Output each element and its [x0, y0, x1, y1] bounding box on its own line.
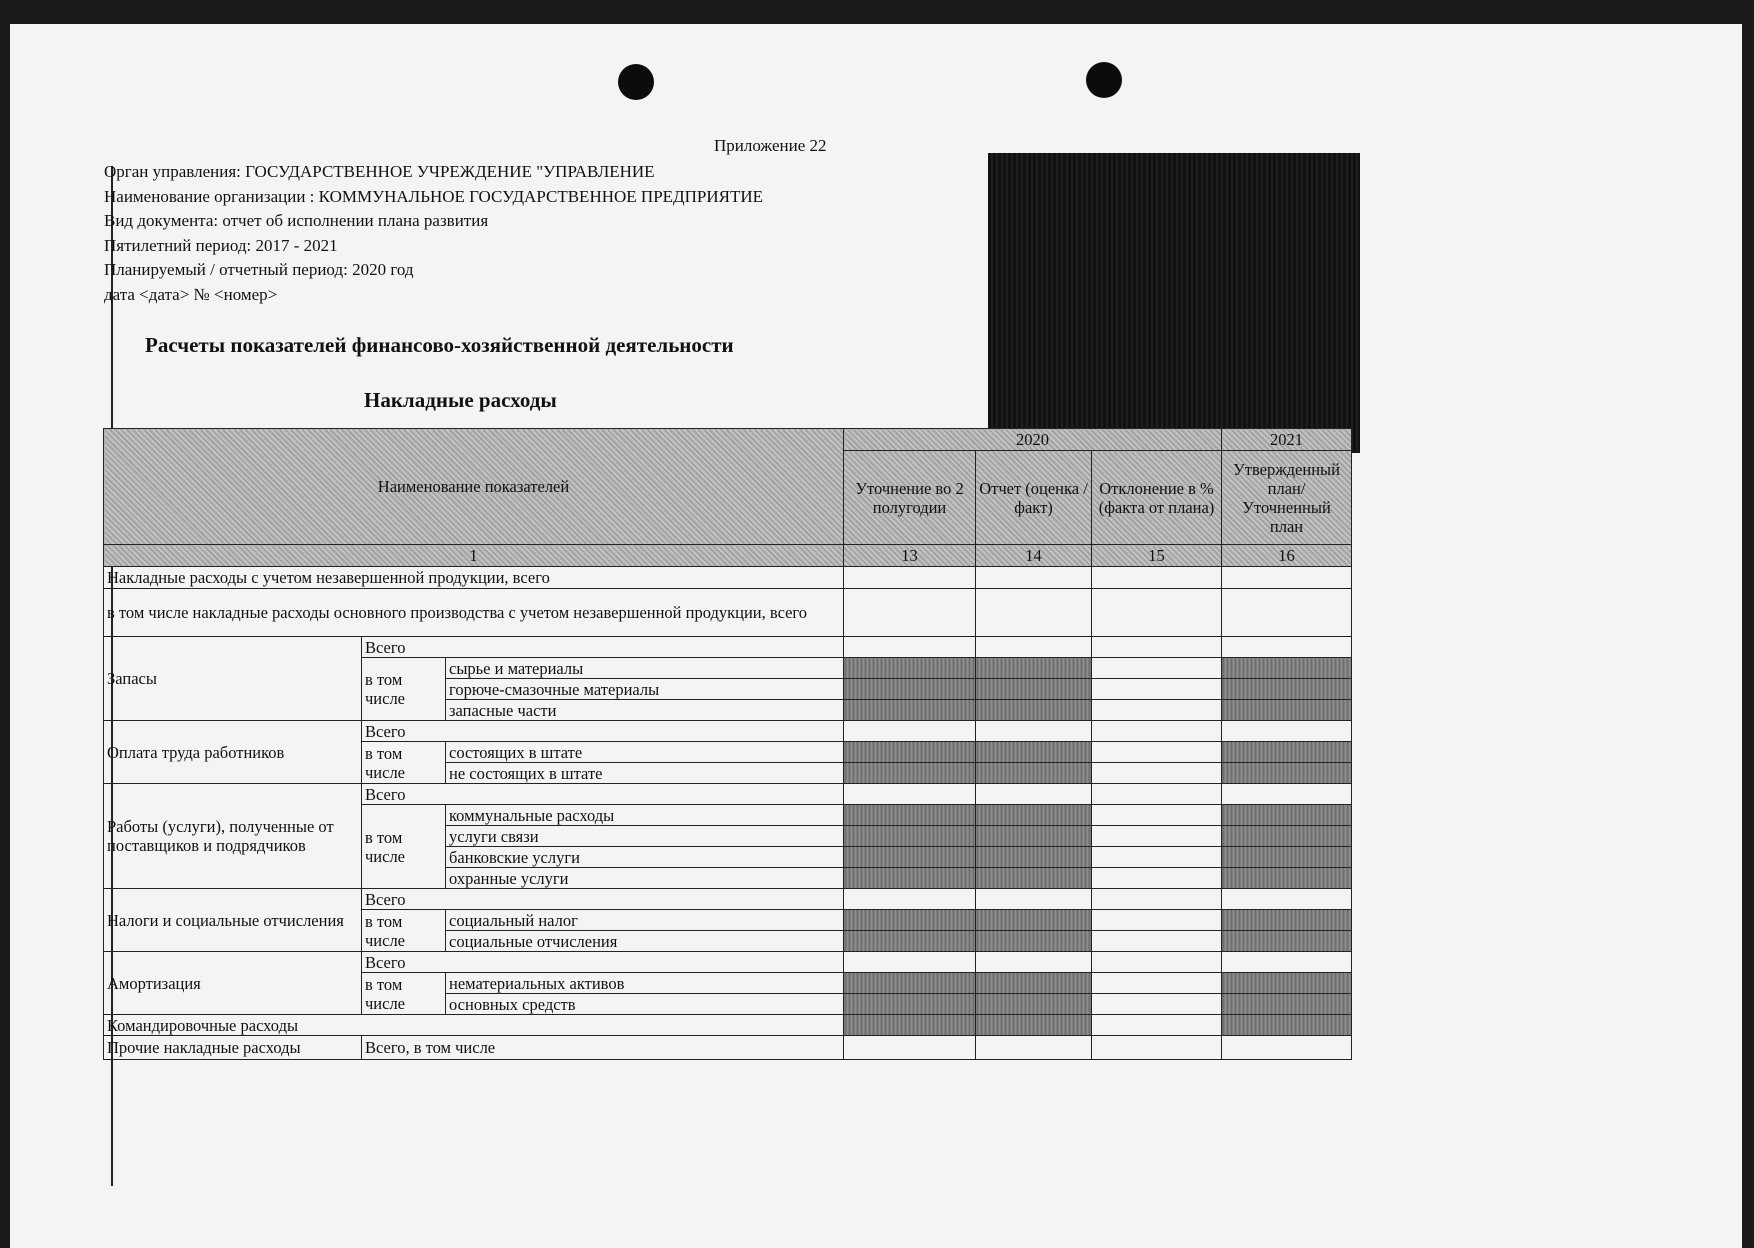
- table-row: [104, 567, 1352, 589]
- meta-line-doc-type: Вид документа: отчет об исполнении плана развития: [104, 211, 489, 231]
- document-title: Расчеты показателей финансово-хозяйственной деятельности: [145, 333, 734, 357]
- group-label-inventory: Запасы: [104, 637, 362, 721]
- redacted-block: [988, 153, 1360, 453]
- col-number-15: 15: [1092, 545, 1222, 567]
- table-row: [104, 784, 1352, 805]
- meta-line-report-period: Планируемый / отчетный период: 2020 год: [104, 260, 414, 280]
- year-2021-header: 2021: [1222, 429, 1352, 451]
- item-label: состоящих в штате: [446, 742, 844, 763]
- header-meta: [104, 160, 763, 308]
- row-label-other: Прочие накладные расходы: [104, 1036, 362, 1060]
- subtotal-label: Всего: [362, 637, 844, 658]
- group-label-depreciation: Амортизация: [104, 952, 362, 1015]
- subtotal-label: Всего: [362, 889, 844, 910]
- col-number-1: 1: [104, 545, 844, 567]
- row-label-travel: Командировочные расходы: [104, 1015, 844, 1036]
- including-label: в том числе: [362, 658, 446, 721]
- including-label: в том числе: [362, 910, 446, 952]
- item-label: социальный налог: [446, 910, 844, 931]
- item-label: не состоящих в штате: [446, 763, 844, 784]
- col-name-header: Наименование показателей: [104, 429, 844, 545]
- table-row: [104, 589, 1352, 637]
- item-label: услуги связи: [446, 826, 844, 847]
- meta-line-date: дата <дата> № <номер>: [104, 284, 278, 304]
- col-number-13: 13: [844, 545, 976, 567]
- col15-header: Отклонение в % (факта от плана): [1092, 451, 1222, 545]
- table-row: [104, 889, 1352, 910]
- table-row: [104, 952, 1352, 973]
- item-label: горюче-смазочные материалы: [446, 679, 844, 700]
- item-label: банковские услуги: [446, 847, 844, 868]
- item-label: запасные части: [446, 700, 844, 721]
- col13-header: Уточнение во 2 полугодии: [844, 451, 976, 545]
- row-label-other-sub: Всего, в том числе: [362, 1036, 844, 1060]
- col14-header: Отчет (оценка / факт): [976, 451, 1092, 545]
- overhead-table: [103, 428, 1352, 1060]
- appendix-label: Приложение 22: [714, 136, 827, 155]
- meta-line-authority: Орган управления: ГОСУДАРСТВЕННОЕ УЧРЕЖДЕНИЕ "УПРАВЛЕНИЕ: [104, 162, 655, 181]
- item-label: коммунальные расходы: [446, 805, 844, 826]
- meta-line-organization: Наименование организации : КОММУНАЛЬНОЕ ГОСУДАРСТВЕННОЕ ПРЕДПРИЯТИЕ: [104, 186, 764, 206]
- group-label-taxes: Налоги и социальные отчисления: [104, 889, 362, 952]
- item-label: нематериальных активов: [446, 973, 844, 994]
- meta-line-period: Пятилетний период: 2017 - 2021: [104, 235, 338, 255]
- table-row: [104, 1015, 1352, 1036]
- including-label: в том числе: [362, 973, 446, 1015]
- col-number-14: 14: [976, 545, 1092, 567]
- item-label: социальные отчисления: [446, 931, 844, 952]
- item-label: сырье и материалы: [446, 658, 844, 679]
- punch-hole: [1086, 62, 1122, 98]
- document-subtitle: Накладные расходы: [364, 388, 557, 412]
- punch-hole: [618, 64, 654, 100]
- col-number-16: 16: [1222, 545, 1352, 567]
- table-row: [104, 721, 1352, 742]
- table-row: [104, 637, 1352, 658]
- item-label: охранные услуги: [446, 868, 844, 889]
- year-2020-header: 2020: [844, 429, 1222, 451]
- group-label-payroll: Оплата труда работников: [104, 721, 362, 784]
- subtotal-label: Всего: [362, 952, 844, 973]
- table-row: [104, 1036, 1352, 1060]
- group-label-services: Работы (услуги), полученные от поставщиков и подрядчиков: [104, 784, 362, 889]
- subtotal-label: Всего: [362, 721, 844, 742]
- col16-header: Утвержденный план/Уточненный план: [1222, 451, 1352, 545]
- subtotal-label: Всего: [362, 784, 844, 805]
- including-label: в том числе: [362, 805, 446, 889]
- row-label-total: Накладные расходы с учетом незавершенной продукции, всего: [104, 567, 844, 589]
- including-label: в том числе: [362, 742, 446, 784]
- item-label: основных средств: [446, 994, 844, 1015]
- row-label-main-production: в том числе накладные расходы основного производства с учетом незавершенной продукции, всего: [104, 589, 844, 637]
